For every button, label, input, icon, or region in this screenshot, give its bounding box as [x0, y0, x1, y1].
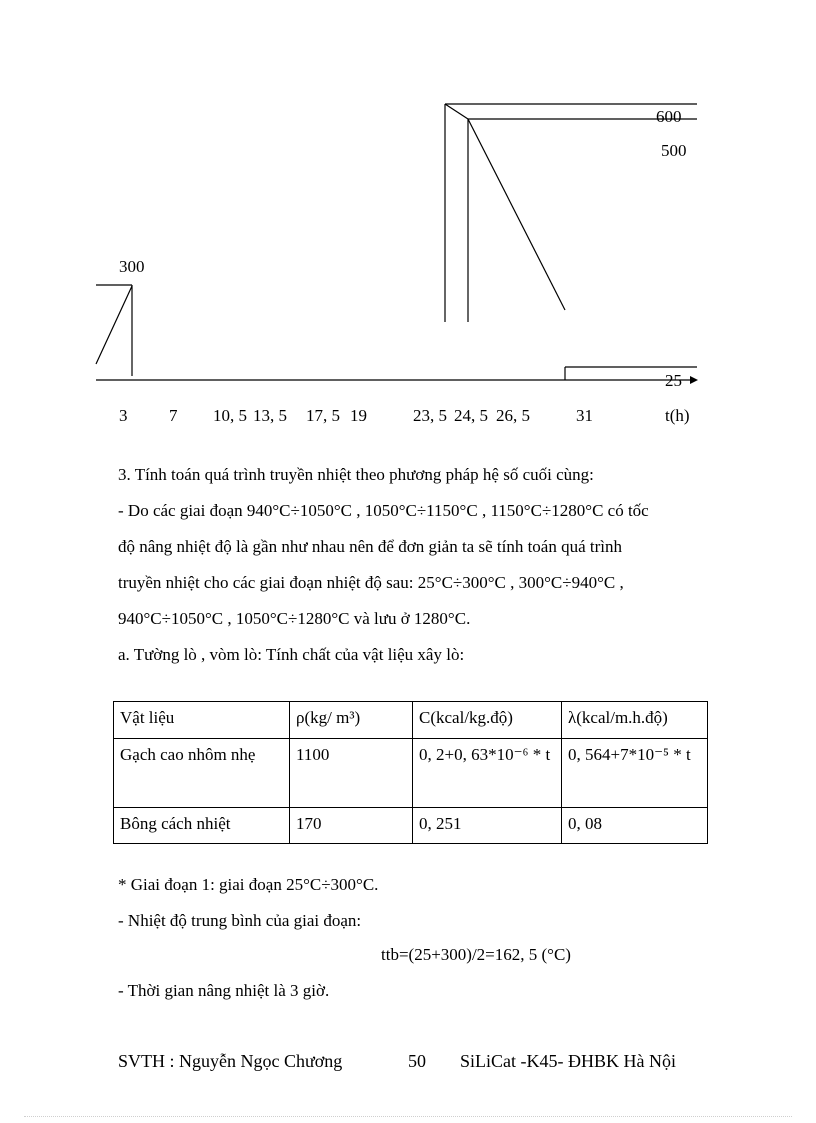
x-tick-label: 13, 5 [253, 406, 287, 425]
x-tick-label: 3 [119, 406, 128, 425]
x-tick-label: 23, 5 [413, 406, 447, 425]
table-header-cell: ρ(kg/ m³) [290, 702, 413, 739]
curve-segments [96, 104, 697, 380]
table-cell: 0, 564+7*10⁻⁵ * t [562, 739, 708, 808]
x-tick-label: 26, 5 [496, 406, 530, 425]
heating-curve-chart [0, 0, 816, 440]
section-heading: 3. Tính toán quá trình truyền nhiệt theo phương pháp hệ số cuối cùng: [118, 465, 594, 484]
heating-time: - Thời gian nâng nhiệt là 3 giờ. [118, 981, 330, 1000]
table-cell: 1100 [290, 739, 413, 808]
value-label-500: 500 [661, 141, 687, 160]
paragraph-line: - Do các giai đoạn 940°C÷1050°C , 1050°C÷1150°C , 1150°C÷1280°C có tốc [118, 501, 649, 520]
table-row [114, 808, 708, 844]
axes [96, 376, 698, 384]
subheading: a. Tường lò , vòm lò: Tính chất của vật liệu xây lò: [118, 645, 465, 664]
x-tick-label: 24, 5 [454, 406, 488, 425]
average-temp-label: - Nhiệt độ trung bình của giai đoạn: [118, 911, 362, 930]
table-cell: 0, 08 [562, 808, 708, 844]
segment-rise-1 [96, 286, 132, 364]
table-header-row [114, 702, 708, 739]
x-tick-label: 19 [350, 406, 367, 425]
paragraph-line: độ nâng nhiệt độ là gần như nhau nên để đơn giản ta sẽ tính toán quá trình [118, 537, 623, 556]
table-cell: Gạch cao nhôm nhẹ [114, 739, 290, 808]
table-cell: 0, 2+0, 63*10⁻⁶ * t [413, 739, 562, 808]
x-axis-arrow [690, 376, 698, 384]
x-tick-label: 31 [576, 406, 593, 425]
paragraph-line: 940°C÷1050°C , 1050°C÷1280°C và lưu ở 1280°C. [118, 609, 471, 628]
table-row [114, 739, 708, 808]
table-header-cell: λ(kcal/m.h.độ) [562, 702, 708, 739]
materials-table [113, 701, 708, 844]
table-header-cell: C(kcal/kg.độ) [413, 702, 562, 739]
value-label-600: 600 [656, 107, 682, 126]
table-cell: 170 [290, 808, 413, 844]
value-label-25: 25 [665, 371, 682, 390]
paragraph-line: truyền nhiệt cho các giai đoạn nhiệt độ sau: 25°C÷300°C , 300°C÷940°C , [118, 573, 624, 592]
x-tick-label: 7 [169, 406, 178, 425]
x-tick-label: 10, 5 [213, 406, 247, 425]
average-temp-formula: ttb=(25+300)/2=162, 5 (°C) [381, 945, 571, 964]
footer-page-number: 50 [408, 1051, 426, 1071]
segment-diagonal-600-500 [445, 104, 468, 119]
x-axis-title: t(h) [665, 406, 690, 425]
segment-cooling [468, 119, 565, 310]
value-label-300: 300 [119, 257, 145, 276]
table-header-cell: Vật liệu [114, 702, 290, 739]
page-bottom-divider [24, 1116, 792, 1117]
stage-title: * Giai đoạn 1: giai đoạn 25°C÷300°C. [118, 875, 379, 894]
table-cell: Bông cách nhiệt [114, 808, 290, 844]
footer-author: SVTH : Nguyễn Ngọc Chương [118, 1051, 343, 1071]
x-tick-label: 17, 5 [306, 406, 340, 425]
table-cell: 0, 251 [413, 808, 562, 844]
footer-school: SiLiCat -K45- ĐHBK Hà Nội [460, 1051, 676, 1071]
